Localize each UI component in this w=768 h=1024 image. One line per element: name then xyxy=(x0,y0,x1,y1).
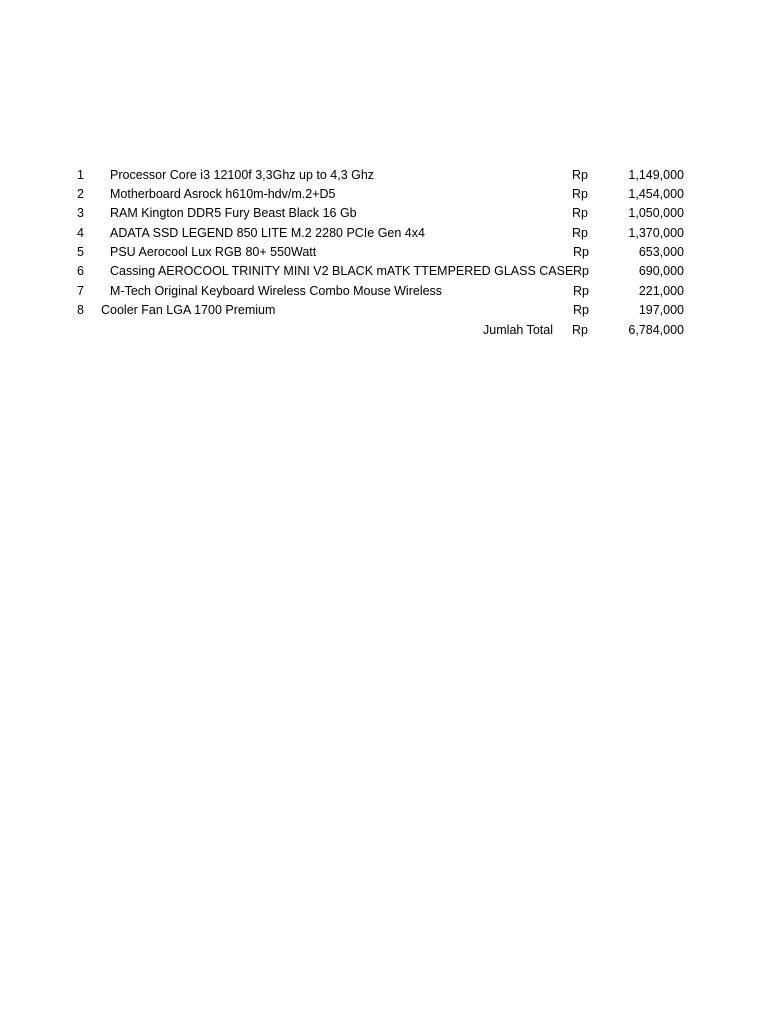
item-amount: 653,000 xyxy=(638,245,684,259)
item-currency: Rp xyxy=(573,264,589,278)
table-row xyxy=(0,262,768,281)
item-name: Processor Core i3 12100f 3,3Ghz up to 4,3 Ghz xyxy=(110,168,375,182)
total-amount: 6,784,000 xyxy=(628,323,684,337)
table-row xyxy=(0,185,768,204)
item-name: ADATA SSD LEGEND 850 LITE M.2 2280 PCIe Gen 4x4 xyxy=(110,226,425,240)
item-number: 6 xyxy=(77,264,84,278)
item-amount: 1,149,000 xyxy=(628,168,684,182)
item-name: Cassing AEROCOOL TRINITY MINI V2 BLACK mATK TTEMPERED GLASS CASE xyxy=(110,264,574,278)
item-currency: Rp xyxy=(572,187,588,201)
item-number: 3 xyxy=(77,206,84,220)
item-number: 8 xyxy=(77,303,84,317)
item-amount: 221,000 xyxy=(638,284,684,298)
total-currency: Rp xyxy=(572,323,588,337)
table-row xyxy=(0,243,768,262)
item-currency: Rp xyxy=(572,226,588,240)
item-currency: Rp xyxy=(573,303,589,317)
total-row xyxy=(0,321,768,340)
item-name: PSU Aerocool Lux RGB 80+ 550Watt xyxy=(110,245,317,259)
item-currency: Rp xyxy=(573,284,589,298)
item-currency: Rp xyxy=(573,245,589,259)
item-number: 5 xyxy=(77,245,84,259)
item-name: M-Tech Original Keyboard Wireless Combo Mouse Wireless xyxy=(110,284,443,298)
item-amount: 1,050,000 xyxy=(628,206,684,220)
item-name: Cooler Fan LGA 1700 Premium xyxy=(101,303,276,317)
table-row xyxy=(0,301,768,320)
item-amount: 690,000 xyxy=(638,264,684,278)
item-number: 7 xyxy=(77,284,84,298)
table-row xyxy=(0,204,768,223)
item-amount: 1,454,000 xyxy=(628,187,684,201)
item-amount: 197,000 xyxy=(638,303,684,317)
item-number: 2 xyxy=(77,187,84,201)
item-name: RAM Kington DDR5 Fury Beast Black 16 Gb xyxy=(110,206,357,220)
total-label: Jumlah Total xyxy=(483,323,553,337)
table-row xyxy=(0,166,768,185)
item-currency: Rp xyxy=(572,206,588,220)
table-row xyxy=(0,282,768,301)
table-row xyxy=(0,224,768,243)
item-number: 4 xyxy=(77,226,84,240)
item-amount: 1,370,000 xyxy=(628,226,684,240)
item-currency: Rp xyxy=(572,168,588,182)
item-name: Motherboard Asrock h610m-hdv/m.2+D5 xyxy=(110,187,336,201)
item-number: 1 xyxy=(77,168,84,182)
